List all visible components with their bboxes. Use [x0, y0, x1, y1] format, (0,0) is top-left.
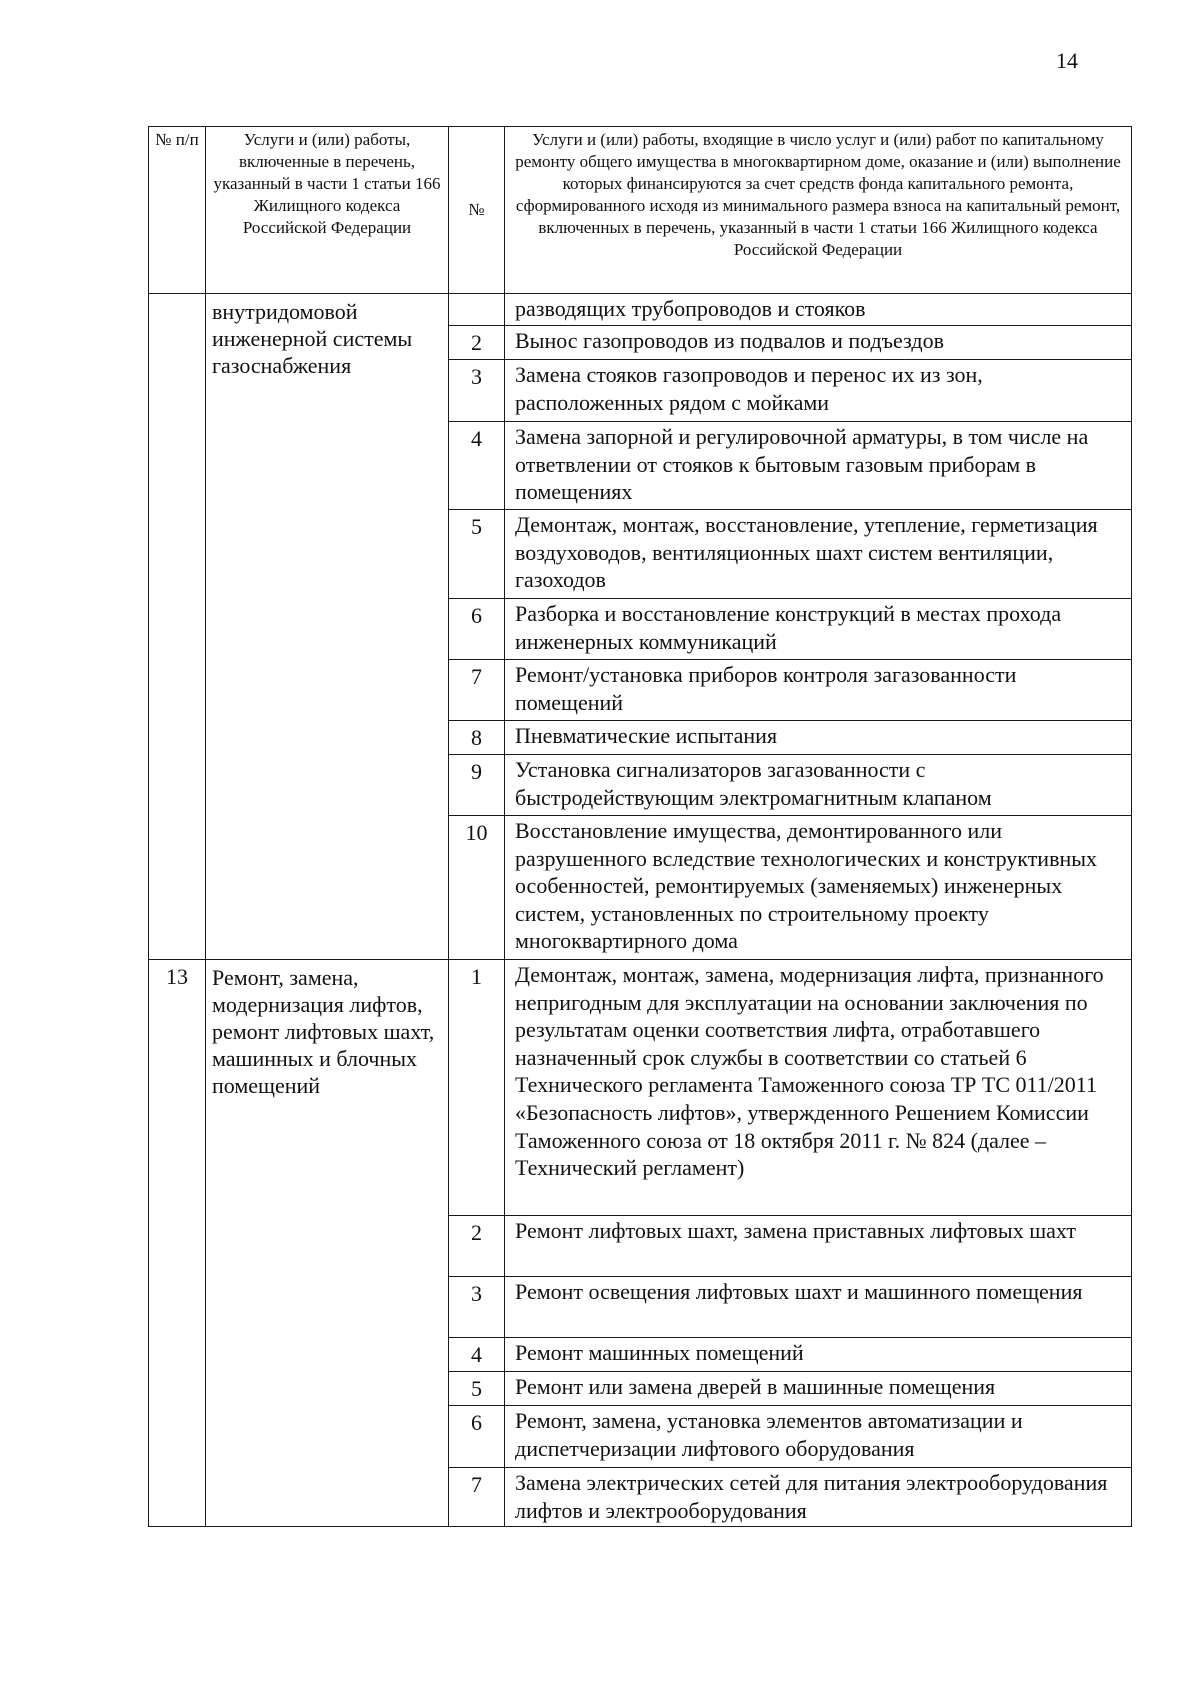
table-row — [149, 960, 1132, 1216]
header-num: № п/п — [149, 127, 206, 294]
item-text: Замена запорной и регулировочной арматуры, в том числе на ответвлении от стояков к бытовым газовым приборам в помещениях — [505, 422, 1132, 510]
item-text: Пневматические испытания — [505, 721, 1132, 755]
work-list-table — [148, 126, 1132, 1527]
group-num: 13 — [149, 960, 206, 1527]
item-num: 3 — [449, 360, 505, 422]
item-text: Ремонт или замена дверей в машинные помещения — [505, 1372, 1132, 1406]
item-num: 10 — [449, 816, 505, 960]
header-sub-service: Услуги и (или) работы, входящие в число услуг и (или) работ по капитальному ремонту общего имущества в многоквартирном доме, оказание и (или) выполнение которых финансируются за счет средств фонда капитального ремонта, сформированного исходя из минимального размера взноса на капитальный ремонт, включенных в перечень, указанный в части 1 статьи 166 Жилищного кодекса Российской Федерации — [505, 127, 1132, 294]
item-num: 5 — [449, 1372, 505, 1406]
item-text: Замена стояков газопроводов и перенос их из зон, расположенных рядом с мойками — [505, 360, 1132, 422]
item-num: 9 — [449, 755, 505, 816]
item-text: Ремонт лифтовых шахт, замена приставных лифтовых шахт — [505, 1216, 1132, 1277]
item-num: 7 — [449, 1468, 505, 1527]
item-num — [449, 294, 505, 326]
item-num: 1 — [449, 960, 505, 1216]
item-text: Вынос газопроводов из подвалов и подъездов — [505, 326, 1132, 360]
item-text: Замена электрических сетей для питания электрооборудования лифтов и электрооборудования — [505, 1468, 1132, 1527]
group-num — [149, 294, 206, 960]
group-title: Ремонт, замена, модернизация лифтов, ремонт лифтовых шахт, машинных и блочных помещений — [206, 960, 449, 1527]
item-num: 4 — [449, 1338, 505, 1372]
table-row — [149, 294, 1132, 326]
item-num: 6 — [449, 1406, 505, 1468]
item-text: Ремонт/установка приборов контроля загазованности помещений — [505, 660, 1132, 721]
group-title: внутридомовой инженерной системы газоснабжения — [206, 294, 449, 960]
page-number: 14 — [1056, 48, 1078, 73]
item-text: Разборка и восстановление конструкций в местах прохода инженерных коммуникаций — [505, 599, 1132, 660]
item-text: Ремонт, замена, установка элементов автоматизации и диспетчеризации лифтового оборудования — [505, 1406, 1132, 1468]
item-num: 8 — [449, 721, 505, 755]
item-text: разводящих трубопроводов и стояков — [505, 294, 1132, 326]
item-text: Установка сигнализаторов загазованности с быстродействующим электромагнитным клапаном — [505, 755, 1132, 816]
item-num: 7 — [449, 660, 505, 721]
item-num: 2 — [449, 326, 505, 360]
item-text: Демонтаж, монтаж, восстановление, утепление, герметизация воздуховодов, вентиляционных шахт систем вентиляции, газоходов — [505, 510, 1132, 599]
table-header-row — [149, 127, 1132, 294]
item-num: 5 — [449, 510, 505, 599]
item-num: 2 — [449, 1216, 505, 1277]
item-text: Ремонт машинных помещений — [505, 1338, 1132, 1372]
header-sub-num: № — [449, 127, 505, 294]
item-text: Демонтаж, монтаж, замена, модернизация лифта, признанного непригодным для эксплуатации на основании заключения по результатам оценки соответствия лифта, отработавшего назначенный срок службы в соответствии со статьей 6 Технического регламента Таможенного союза ТР ТС 011/2011 «Безопасность лифтов», утвержденного Решением Комиссии Таможенного союза от 18 октября 2011 г. № 824 (далее – Технический регламент) — [505, 960, 1132, 1216]
item-num: 6 — [449, 599, 505, 660]
header-service: Услуги и (или) работы, включенные в перечень, указанный в части 1 статьи 166 Жилищного кодекса Российской Федерации — [206, 127, 449, 294]
item-text: Ремонт освещения лифтовых шахт и машинного помещения — [505, 1277, 1132, 1338]
item-num: 3 — [449, 1277, 505, 1338]
item-num: 4 — [449, 422, 505, 510]
item-text: Восстановление имущества, демонтированного или разрушенного вследствие технологических и конструктивных особенностей, ремонтируемых (заменяемых) инженерных систем, установленных по строительному проекту многоквартирного дома — [505, 816, 1132, 960]
